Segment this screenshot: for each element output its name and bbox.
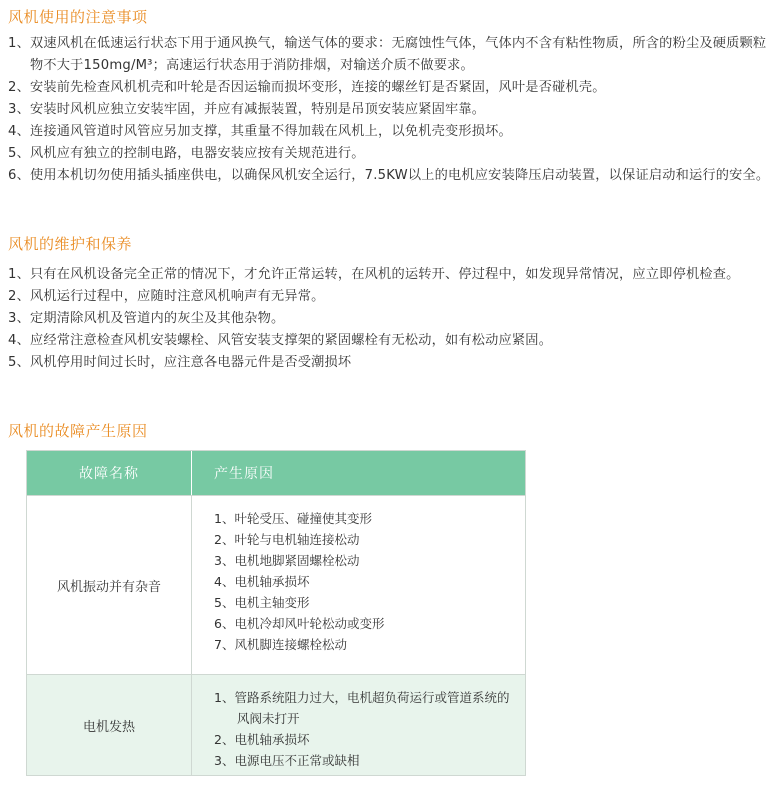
list-item: 2、风机运行过程中，应随时注意风机响声有无异常。 xyxy=(8,289,325,304)
list-item: 5、风机应有独立的控制电路，电器安装应按有关规范进行。 xyxy=(8,146,365,161)
cause-list xyxy=(192,496,525,674)
header-cause: 产生原因 xyxy=(214,466,274,482)
faults-title: 风机的故障产生原因 xyxy=(8,422,148,440)
fault-name: 风机振动并有杂音 xyxy=(27,496,192,674)
list-item: 3、定期清除风机及管道内的灰尘及其他杂物。 xyxy=(8,311,285,326)
cause-item: 6、电机冷却风叶轮松动或变形 xyxy=(214,616,385,631)
cause-item: 2、电机轴承损坏 xyxy=(214,732,310,747)
cause-item: 1、管路系统阻力过大，电机超负荷运行或管道系统的风阀未打开 xyxy=(214,690,510,726)
cause-item: 1、叶轮受压、碰撞使其变形 xyxy=(214,511,372,526)
list-item: 4、应经常注意检查风机安装螺栓、风管安装支撑架的紧固螺栓有无松动，如有松动应紧固。 xyxy=(8,333,553,348)
header-fault-name: 故障名称 xyxy=(27,451,192,495)
list-item: 3、安装时风机应独立安装牢固，并应有减振装置，特别是吊顶安装应紧固牢靠。 xyxy=(8,102,486,117)
list-item: 2、安装前先检查风机机壳和叶轮是否因运输而损坏变形，连接的螺丝钉是否紧固，风叶是否碰机壳。 xyxy=(8,80,606,95)
maintenance-title: 风机的维护和保养 xyxy=(8,235,133,253)
cause-item: 5、电机主轴变形 xyxy=(214,595,310,610)
table-header xyxy=(27,451,525,495)
cause-item: 3、电机地脚紧固螺栓松动 xyxy=(214,553,360,568)
list-item: 6、使用本机切勿使用插头插座供电，以确保风机安全运行，7.5KW以上的电机应安装降压启动装置，以保证启动和运行的安全。 xyxy=(8,168,770,183)
table-row xyxy=(27,495,525,674)
cause-item: 4、电机轴承损坏 xyxy=(214,574,310,589)
cause-item: 7、风机脚连接螺栓松动 xyxy=(214,637,347,652)
usage-title: 风机使用的注意事项 xyxy=(8,8,148,26)
cause-item: 2、叶轮与电机轴连接松动 xyxy=(214,532,360,547)
usage-list xyxy=(8,33,772,187)
cause-item: 3、电源电压不正常或缺相 xyxy=(214,753,360,768)
list-item: 1、只有在风机设备完全正常的情况下，才允许正常运转，在风机的运转开、停过程中，如发现异常情况，应立即停机检查。 xyxy=(8,267,740,282)
list-item: 4、连接通风管道时风管应另加支撑，其重量不得加载在风机上，以免机壳变形损坏。 xyxy=(8,124,512,139)
table-row xyxy=(27,674,525,775)
maintenance-list xyxy=(8,264,772,374)
list-item: 1、双速风机在低速运行状态下用于通风换气，输送气体的要求：无腐蚀性气体，气体内不含有粘性物质，所含的粉尘及硬质颗粒物不大于150mg/M³；高速运行状态用于消防排烟，对输送介质不做要求。 xyxy=(8,36,767,73)
fault-name: 电机发热 xyxy=(27,675,192,775)
fault-table xyxy=(26,450,526,776)
cause-list xyxy=(192,675,525,775)
list-item: 5、风机停用时间过长时，应注意各电器元件是否受潮损坏 xyxy=(8,355,352,370)
